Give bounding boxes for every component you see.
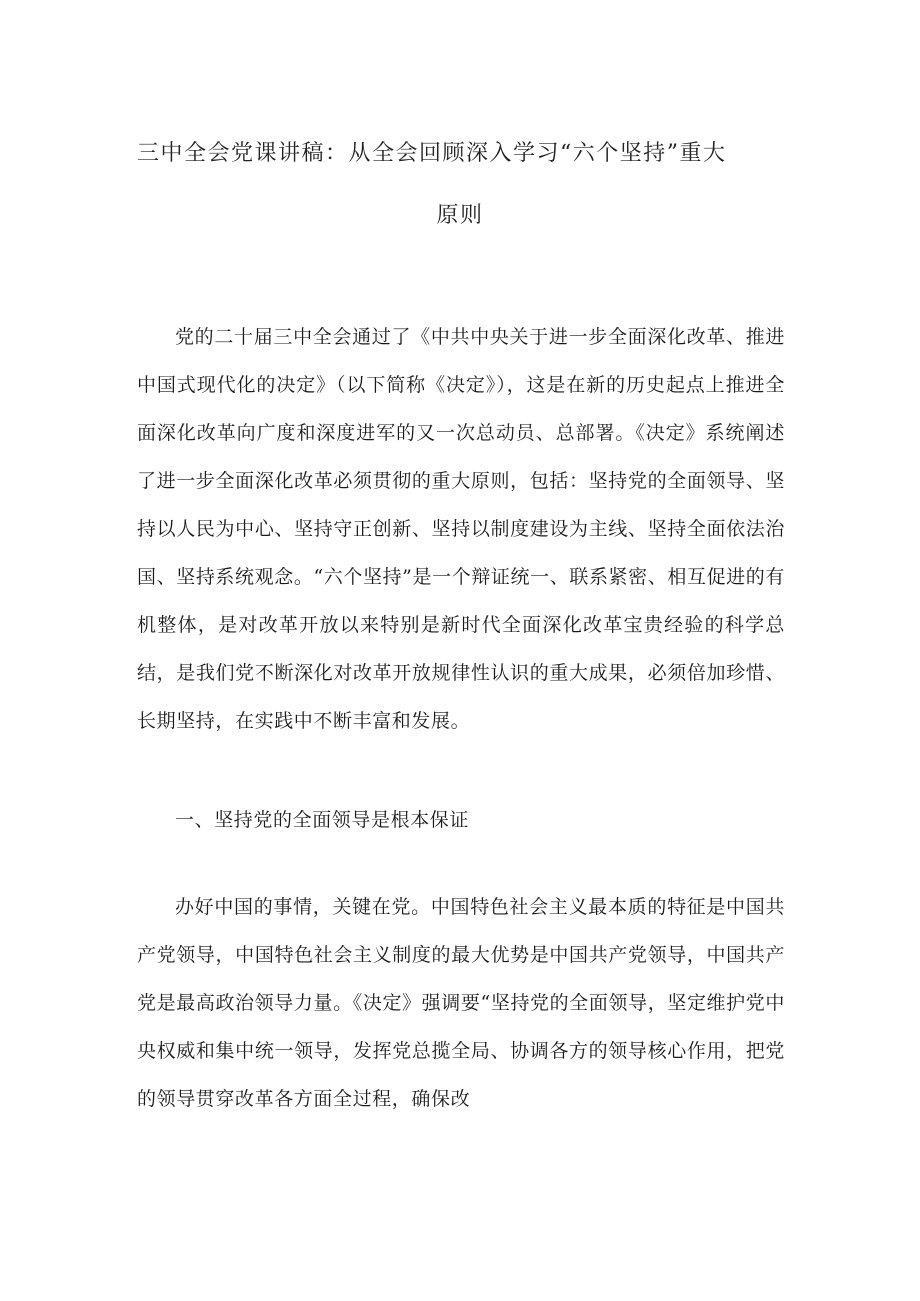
intro-paragraph: 党的二十届三中全会通过了《中共中央关于进一步全面深化改革、推进中国式现代化的决定》（以下简称《决定》），这是在新的历史起点上推进全面深化改革向广度和深度进军的又一次总动员、总部署。《决定》系统阐述了进一步全面深化改革必须贯彻的重大原则，包括：坚持党的全面领导、坚持以人民为中心、坚持守正创新、坚持以制度建设为主线、坚持全面依法治国、坚持系统观念。“六个坚持”是一个辩证统一、联系紧密、相互促进的有机整体，是对改革开放以来特别是新时代全面深化改革宝贵经验的科学总结，是我们党不断深化对改革开放规律性认识的重大成果，必须倍加珍惜、长期坚持，在实践中不断丰富和发展。	[137, 326, 785, 732]
section-1-paragraph: 办好中国的事情，关键在党。中国特色社会主义最本质的特征是中国共产党领导，中国特色社会主义制度的最大优势是中国共产党领导，中国共产党是最高政治领导力量。《决定》强调要“坚持党的全面领导，坚定维护党中央权威和集中统一领导，发挥党总揽全局、协调各方的领导核心作用，把党的领导贯穿改革各方面全过程，确保改	[137, 896, 785, 1110]
document-title-line-2: 原则	[436, 203, 484, 228]
document-title-line-1: 三中全会党课讲稿：从全会回顾深入学习“六个坚持”重大	[137, 141, 727, 166]
section-heading-1: 一、坚持党的全面领导是根本保证	[175, 809, 470, 831]
